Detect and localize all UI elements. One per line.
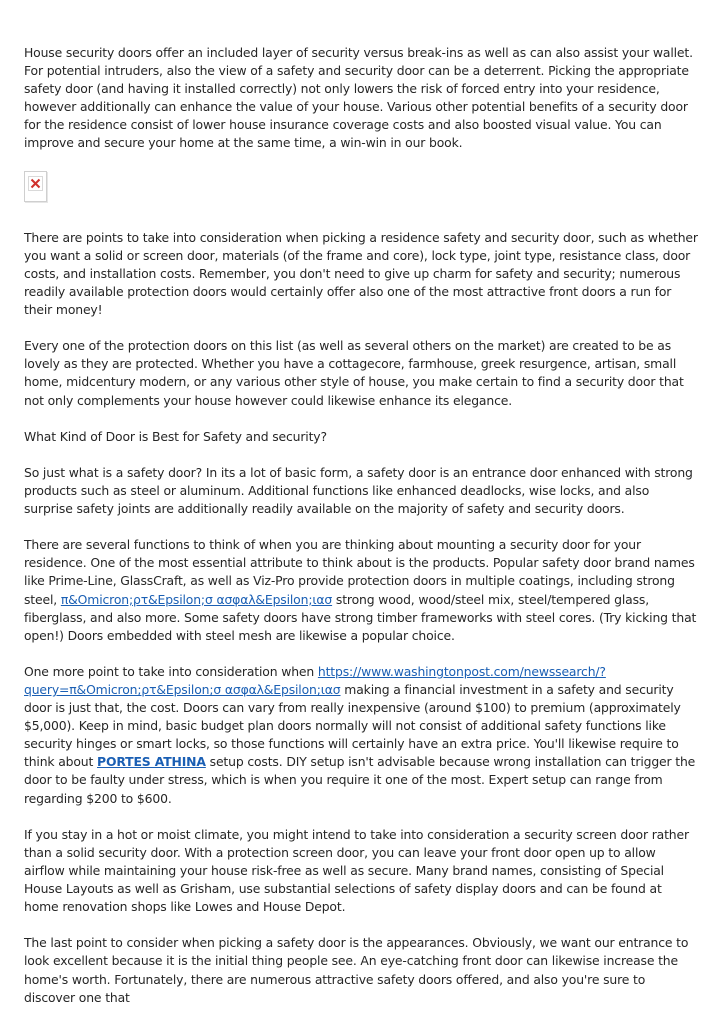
paragraph-materials-text-2: strong wood, wood/steel mix, steel/tempered glass, fiberglass, and also more. Some safety doors have strong timber frameworks with steel cores. (Try kicking that open!) Doors embedded with steel mesh are likewise a popular choice.	[24, 591, 697, 643]
paragraph-cost-text-3: setup costs. DIY setup isn't advisable because wrong installation can trigger the door to be faulty under stress, which is when you require it one of the most. Expert setup can range from regarding $200 to $600.	[24, 754, 696, 806]
washingtonpost-search-link[interactable]: https://www.washingtonpost.com/newssearch/?query=π&Omicron;ρτ&Epsilon;σ ασφαλ&Epsilon;ιασ	[24, 663, 606, 697]
paragraph-cost	[24, 663, 698, 808]
article-body	[24, 44, 698, 1025]
portes-athina-link[interactable]: PORTES ATHINA	[97, 754, 206, 770]
section-heading: What Kind of Door is Best for Safety and security?	[24, 428, 327, 444]
paragraph-cost-text-1: One more point to take into consideration when	[24, 663, 318, 679]
greek-doors-link[interactable]: π&Omicron;ρτ&Epsilon;σ ασφαλ&Epsilon;ιασ	[60, 591, 333, 607]
paragraph-styles: Every one of the protection doors on this list (as well as several others on the market) are created to be as lovely as they are protected. Whether you have a cottagecore, farmhouse, greek resurgence, artisan, small home, midcentury modern, or any various other style of house, you make certain to find a security door that not only complements your house however could likewise enhance its elegance.	[24, 338, 684, 408]
paragraph-appearance: The last point to consider when picking a safety door is the appearances. Obviously, we want our entrance to look excellent because it is the initial thing people see. An eye-catching front door can likewise increase the home's worth. Fortunately, there are numerous attractive safety doors offered, and also you're sure to discover one that	[24, 935, 689, 1005]
paragraph-considerations: There are points to take into consideration when picking a residence safety and security door, such as whether you want a solid or screen door, materials (of the frame and core), lock type, joint type, resistance class, door costs, and installation costs. Remember, you don't need to give up charm for safety and security; numerous readily available protection doors would certainly offer also one of the most attractive front doors a run for their money!	[24, 229, 698, 318]
paragraph-materials	[24, 536, 698, 645]
broken-image-icon	[28, 176, 43, 191]
paragraph-screen-door: If you stay in a hot or moist climate, you might intend to take into consideration a security screen door rather than a solid security door. With a protection screen door, you can leave your front door open up to allow airflow while maintaining your house risk-free as well as secure. Many brand names, consisting of Special House Layouts as well as Grisham, use substantial selections of safety display doors and can be found at home renovation shops like Lowes and House Depot.	[24, 826, 689, 915]
paragraph-intro: House security doors offer an included layer of security versus break-ins as well as can also assist your wallet. For potential intruders, also the view of a safety and security door can be a deterrent. Picking the appropriate safety door (and having it installed correctly) not only lowers the risk of forced entry into your residence, however additionally can enhance the value of your house. Various other potential benefits of a security door for the residence consist of lower house insurance coverage costs and also boosted visual value. You can improve and secure your home at the same time, a win-win in our book.	[24, 45, 693, 151]
broken-image-placeholder	[24, 171, 47, 202]
paragraph-materials-text-1: There are several functions to think of when you are thinking about mounting a security door for your residence. One of the most essential attribute to think about is the products. Popular safety door brand names like Prime-Line, GlassCraft, as well as Viz-Pro provide protection doors in multiple coatings, including strong steel,	[24, 537, 695, 607]
paragraph-cost-text-2: making a financial investment in a safety and security door is just that, the cost. Doors can vary from really inexpensive (around $100) to premium (approximately $5,000). Keep in mind, basic budget plan doors normally will not consist of additional safety functions like security hinges or smart locks, so those functions will certainly have an extra price. You'll likewise require to think about	[24, 682, 681, 770]
paragraph-definition: So just what is a safety door? In its a lot of basic form, a safety door is an entrance door enhanced with strong products such as steel or aluminum. Additional functions like enhanced deadlocks, wise locks, and also surprise safety joints are additionally readily available on the majority of safety and security doors.	[24, 464, 693, 517]
